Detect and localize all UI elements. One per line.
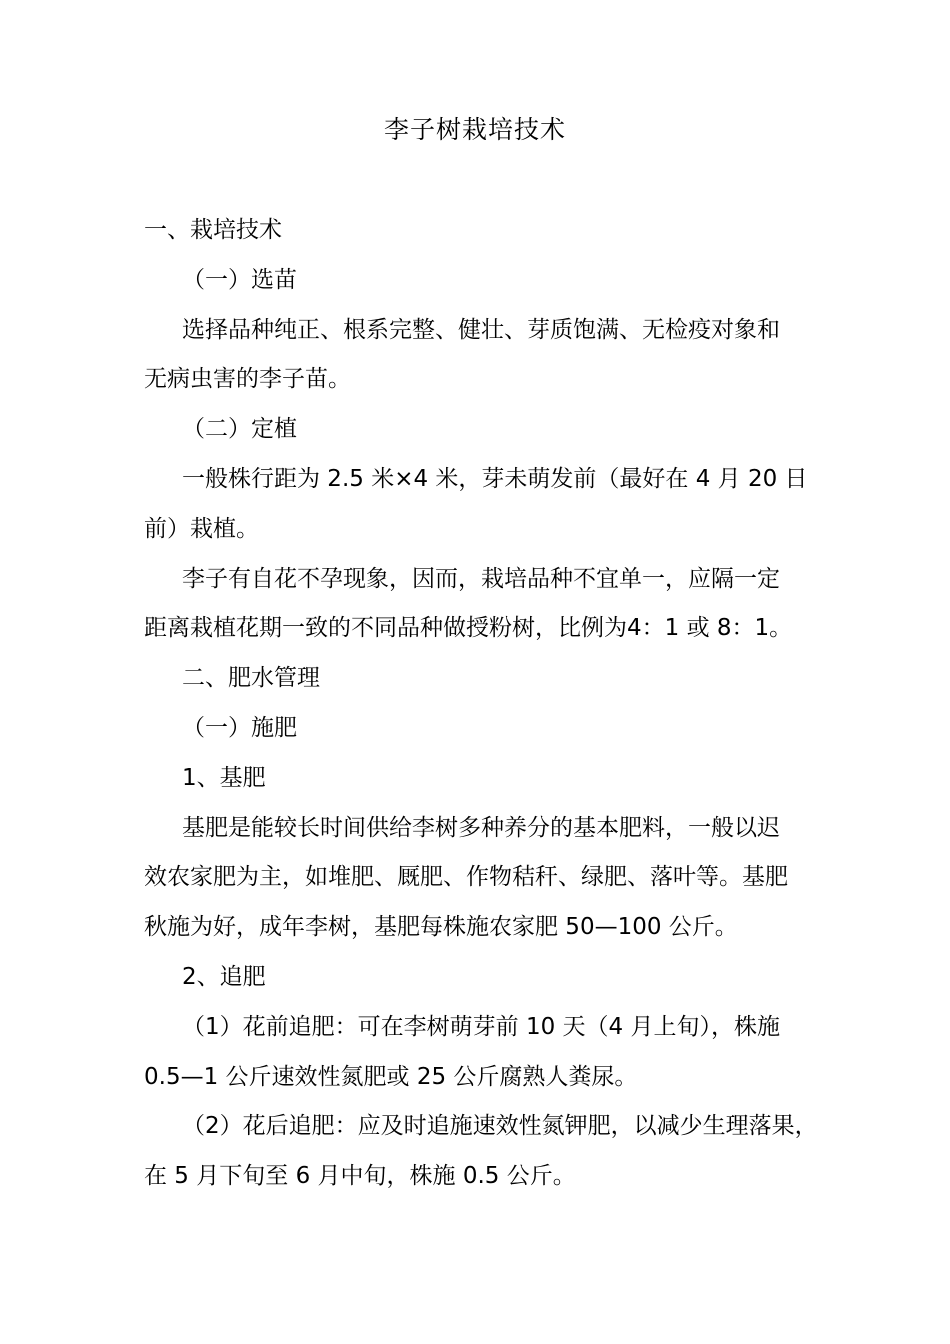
paragraph-line: 在 5 月下旬至 6 月中旬，株施 0.5 公斤。 — [144, 1163, 576, 1190]
subsection-heading: （一）施肥 — [182, 714, 297, 741]
paragraph-line: （2）花后追肥：应及时追施速效性氮钾肥，以减少生理落果， — [182, 1113, 818, 1140]
document-title: 李子树栽培技术 — [383, 115, 566, 144]
subsection-heading: （二）定植 — [182, 416, 297, 443]
section-heading: 二、肥水管理 — [182, 665, 320, 692]
paragraph-line: 秋施为好，成年李树，基肥每株施农家肥 50—100 公斤。 — [144, 914, 738, 941]
paragraph-line: 0.5—1 公斤速效性氮肥或 25 公斤腐熟人粪尿。 — [144, 1063, 638, 1090]
paragraph-line: 李子有自花不孕现象，因而，栽培品种不宜单一，应隔一定 — [182, 565, 780, 592]
subsection-heading: （一）选苗 — [182, 266, 297, 293]
paragraph-line: 一般株行距为 2.5 米×4 米，芽未萌发前（最好在 4 月 20 日 — [182, 465, 808, 492]
paragraph-line: 选择品种纯正、根系完整、健壮、芽质饱满、无检疫对象和 — [182, 316, 780, 343]
document-body — [144, 206, 818, 1202]
paragraph-line: 效农家肥为主，如堆肥、厩肥、作物秸秆、绿肥、落叶等。基肥 — [144, 864, 788, 891]
section-heading: 一、栽培技术 — [144, 217, 282, 243]
item-heading: 2、追肥 — [182, 963, 266, 990]
item-heading: 1、基肥 — [182, 764, 266, 791]
paragraph-line: 前）栽植。 — [144, 515, 259, 542]
paragraph-line: 基肥是能较长时间供给李树多种养分的基本肥料，一般以迟 — [182, 814, 780, 841]
paragraph-line: 无病虫害的李子苗。 — [144, 366, 351, 393]
paragraph-line: 距离栽植花期一致的不同品种做授粉树，比例为4：1 或 8：1。 — [144, 615, 793, 642]
paragraph-line: （1）花前追肥：可在李树萌芽前 10 天（4 月上旬），株施 — [182, 1013, 780, 1040]
